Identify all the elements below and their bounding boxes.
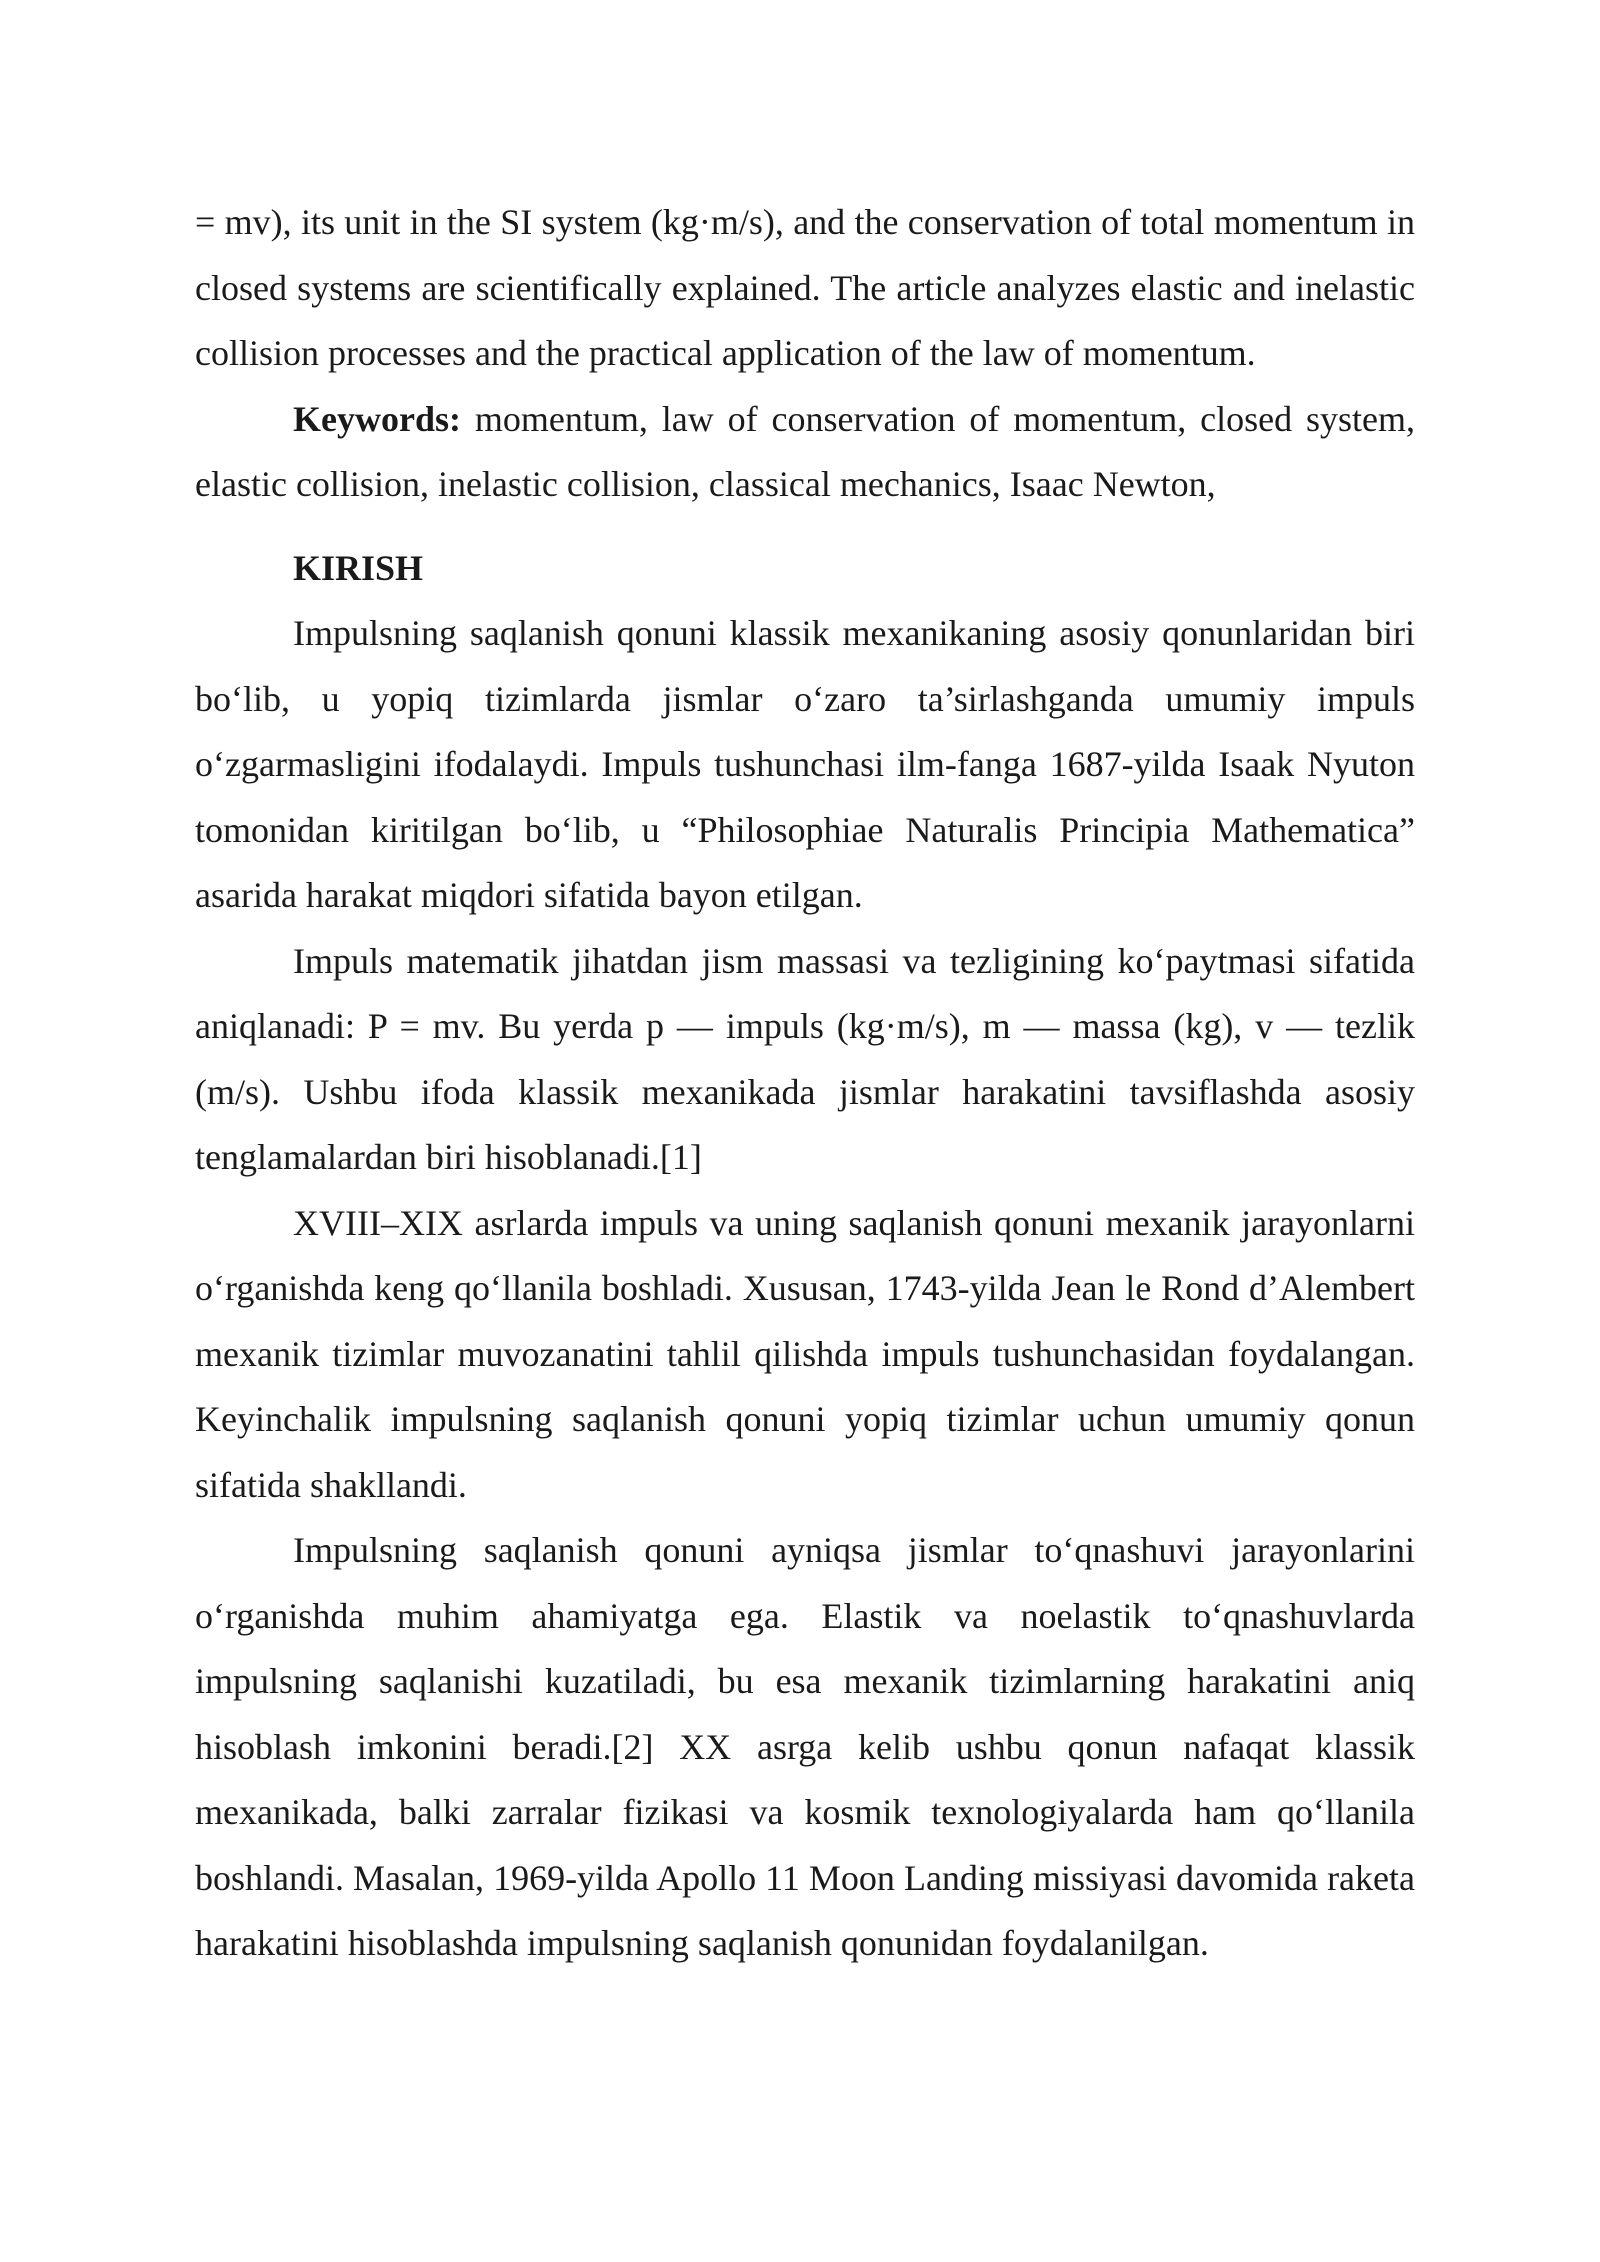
keywords-label: Keywords: <box>293 398 461 439</box>
section-heading: KIRISH <box>293 547 424 588</box>
body-paragraph: Impulsning saqlanish qonuni klassik mexanikaning asosiy qonunlaridan biri bo‘lib, u yopiq tizimlarda jismlar o‘zaro ta’sirlashganda umumiy impuls o‘zgarmasligini ifodalaydi. Impuls tushunchasi ilm-fanga 1687-yilda Isaak Nyuton tomonidan kiritilgan bo‘lib, u “Philosophiae Naturalis Principia Mathematica” asarida harakat miqdori sifatida bayon etilgan. <box>195 613 1415 915</box>
body-paragraph: Impulsning saqlanish qonuni ayniqsa jismlar to‘qnashuvi jarayonlarini o‘rganishda muhim ahamiyatga ega. Elastik va noelastik to‘qnashuvlarda impulsning saqlanishi kuzatiladi, bu esa mexanik tizimlarning harakatini aniq hisoblash imkonini beradi.[2] XX asrga kelib ushbu qonun nafaqat klassik mexanikada, balki zarralar fizikasi va kosmik texnologiyalarda ham qo‘llanila boshlandi. Masalan, 1969-yilda Apollo 11 Moon Landing missiyasi davomida raketa harakatini hisoblashda impulsning saqlanish qonunidan foydalanilgan. <box>195 1530 1415 1963</box>
keywords-text: momentum, law of conservation of momentum, closed system, elastic collision, inelastic collision, classical mechanics, Isaac Newton, <box>195 398 1415 504</box>
keywords-paragraph <box>195 387 1415 518</box>
body-paragraph: Impuls matematik jihatdan jism massasi va tezligining ko‘paytmasi sifatida aniqlanadi: P = mv. Bu yerda p — impuls (kg·m/s), m — massa (kg), v — tezlik (m/s). Ushbu ifoda klassik mexanikada jismlar harakatini tavsiflashda asosiy tenglamalardan biri hisoblanadi.[1] <box>195 940 1415 1177</box>
abstract-paragraph: = mv), its unit in the SI system (kg·m/s), and the conservation of total momentum in closed systems are scientifically explained. The article analyzes elastic and inelastic collision processes and the practical application of the law of momentum. <box>195 202 1415 373</box>
body-paragraph: XVIII–XIX asrlarda impuls va uning saqlanish qonuni mexanik jarayonlarni o‘rganishda keng qo‘llanila boshladi. Xususan, 1743-yilda Jean le Rond d’Alembert mexanik tizimlar muvozanatini tahlil qilishda impuls tushunchasidan foydalangan. Keyinchalik impulsning saqlanish qonuni yopiq tizimlar uchun umumiy qonun sifatida shakllandi. <box>195 1202 1415 1505</box>
document-page <box>195 190 1415 1977</box>
